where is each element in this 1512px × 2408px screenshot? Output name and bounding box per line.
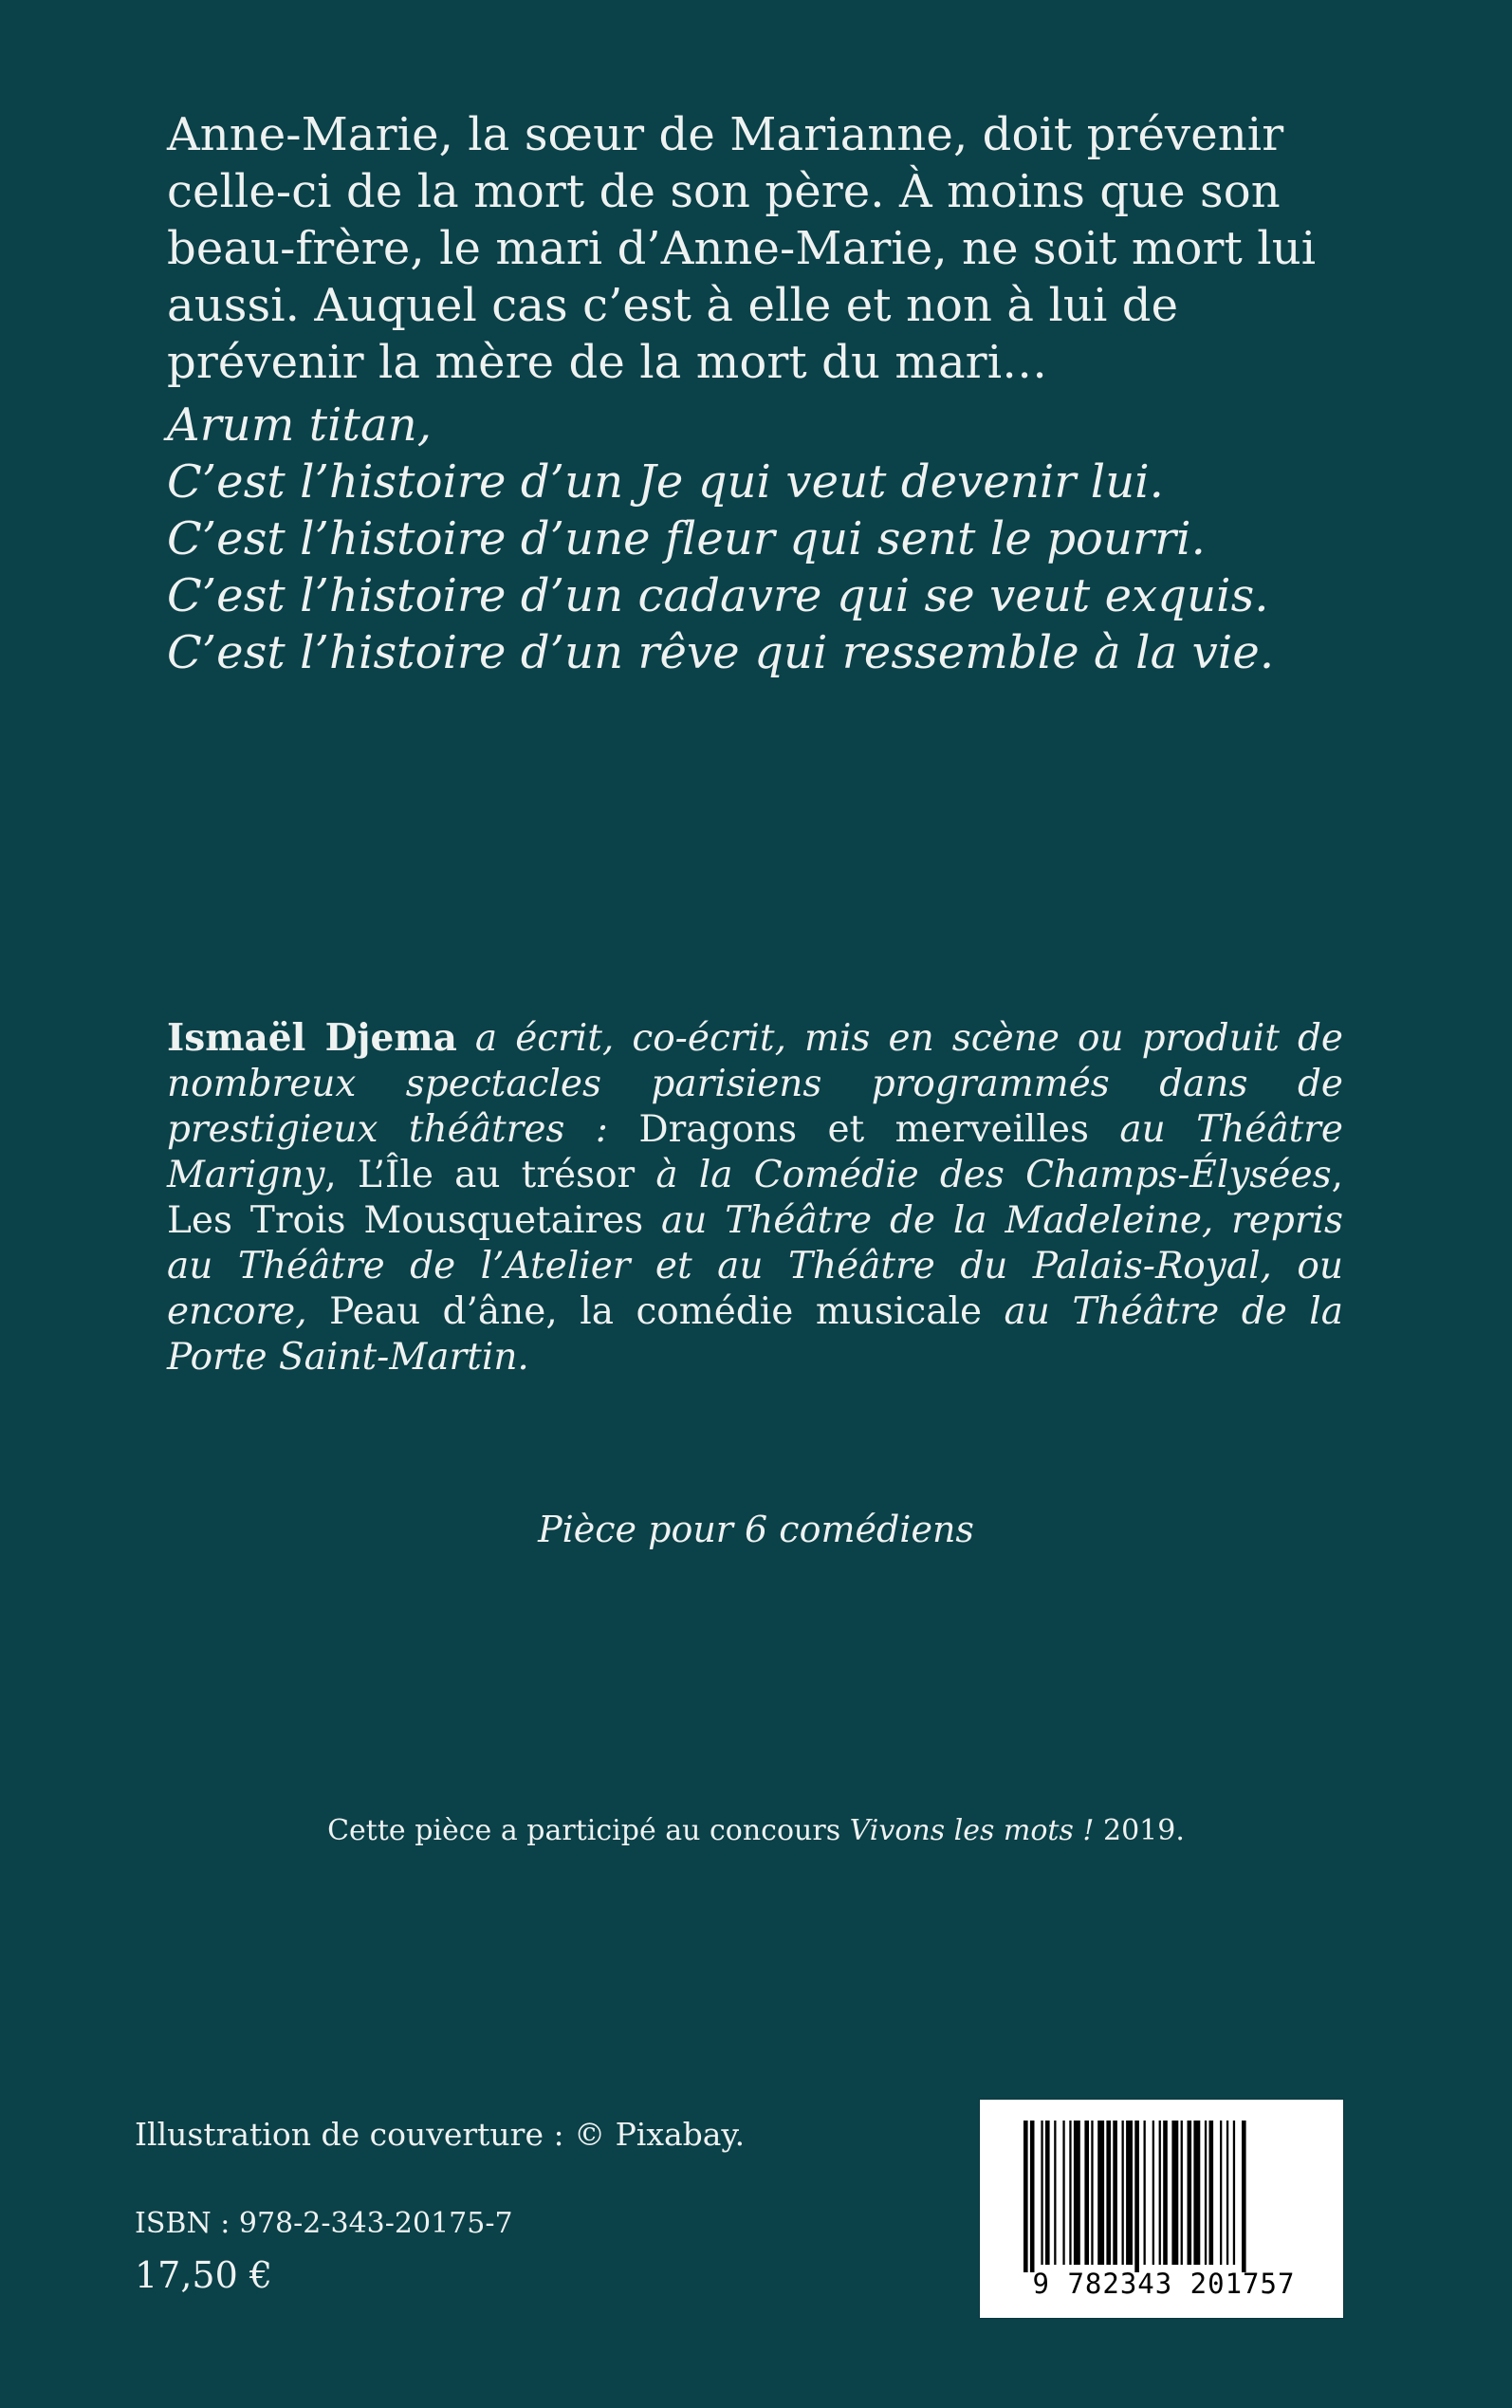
barcode-bar	[1045, 2121, 1050, 2265]
barcode-bar	[1126, 2121, 1133, 2265]
bio-text: au Théâtre de la Porte Saint-Martin.	[167, 1290, 1343, 1379]
barcode-bar	[1193, 2121, 1200, 2265]
barcode-bar	[1122, 2121, 1124, 2265]
bio-separator: ,	[324, 1154, 359, 1196]
barcode-bar	[1242, 2121, 1246, 2272]
bio-text: a écrit, co-écrit, mis en scène ou produit de nombreux spectacles parisiens programmés dans de prestigieux théâtres :	[167, 1017, 1343, 1151]
bio-text: à la Comédie des Champs-Élysées	[635, 1154, 1332, 1196]
barcode-bar	[1030, 2121, 1035, 2272]
contest-note	[0, 1812, 1512, 1850]
cast-note: Pièce pour 6 comédiens	[538, 1509, 974, 1550]
synopsis-paragraph: Anne-Marie, la sœur de Marianne, doit prévenir celle-ci de la mort de son père. À moins que son beau-frère, le mari d’Anne-Marie, ne soit mort lui aussi. Auquel cas c’est à elle et non à lui de prévenir la mère de la mort du mari…	[167, 108, 1317, 389]
barcode-bar	[1113, 2121, 1117, 2265]
barcode-bar	[1144, 2121, 1146, 2265]
work-title: L’Île au trésor	[358, 1154, 636, 1196]
barcode-bar	[1181, 2121, 1183, 2265]
poem-line: C’est l’histoire d’un rêve qui ressemble à la vie.	[167, 626, 1275, 679]
poem-block	[167, 397, 1343, 681]
barcode-bar	[1163, 2121, 1168, 2265]
barcode-bar	[1106, 2121, 1111, 2265]
barcode-bar	[1220, 2121, 1222, 2265]
author-name: Ismaël Djema	[167, 1016, 457, 1060]
barcode-bars	[1023, 2121, 1308, 2272]
barcode	[980, 2100, 1343, 2318]
barcode-bar	[1171, 2121, 1178, 2265]
bio-text: au Théâtre Marigny	[167, 1108, 1343, 1196]
barcode-bar	[1134, 2121, 1139, 2272]
illustration-credit: Illustration de couverture : © Pixabay.	[135, 2116, 746, 2153]
work-title: Dragons et merveilles	[638, 1108, 1089, 1151]
work-title: Les Trois Mousquetaires	[167, 1199, 644, 1242]
barcode-bar	[1188, 2121, 1192, 2265]
work-title: Peau d’âne, la comédie musicale	[329, 1290, 983, 1333]
barcode-bar	[1041, 2121, 1042, 2265]
poem-line: Arum titan,	[167, 398, 433, 452]
poem-line: C’est l’histoire d’une fleur qui sent le pourri.	[167, 512, 1206, 565]
barcode-bar	[1062, 2121, 1064, 2265]
isbn-number: ISBN : 978-2-343-20175-7	[135, 2207, 513, 2240]
barcode-bar	[1023, 2121, 1028, 2272]
contest-name: Vivons les mots !	[849, 1814, 1095, 1847]
barcode-bar	[1097, 2121, 1104, 2265]
barcode-bar	[1091, 2121, 1093, 2265]
barcode-bar	[1084, 2121, 1089, 2265]
contest-suffix: 2019.	[1094, 1814, 1185, 1847]
poem-line: C’est l’histoire d’un Je qui veut devenir lui.	[167, 455, 1165, 509]
barcode-bar	[1205, 2121, 1207, 2265]
bio-separator: ,	[1331, 1154, 1343, 1196]
barcode-bar	[1233, 2121, 1235, 2265]
poem-line: C’est l’histoire d’un cadavre qui se veut exquis.	[167, 569, 1269, 622]
barcode-bar	[1209, 2121, 1214, 2265]
barcode-bar	[1226, 2121, 1228, 2265]
barcode-bar	[1069, 2121, 1071, 2265]
author-biography	[167, 1015, 1343, 1380]
barcode-bar	[1152, 2121, 1154, 2265]
barcode-bar	[1159, 2121, 1161, 2265]
bio-text: au Théâtre de la Madeleine, repris au Théâtre de l’Atelier et au Théâtre du Palais-Royal, ou encore,	[167, 1199, 1343, 1333]
barcode-bar	[1054, 2121, 1056, 2265]
price: 17,50 €	[135, 2254, 273, 2296]
barcode-bar	[1074, 2121, 1080, 2265]
contest-prefix: Cette pièce a participé au concours	[327, 1814, 850, 1847]
barcode-digits: 9 782343 201757	[1032, 2268, 1296, 2300]
